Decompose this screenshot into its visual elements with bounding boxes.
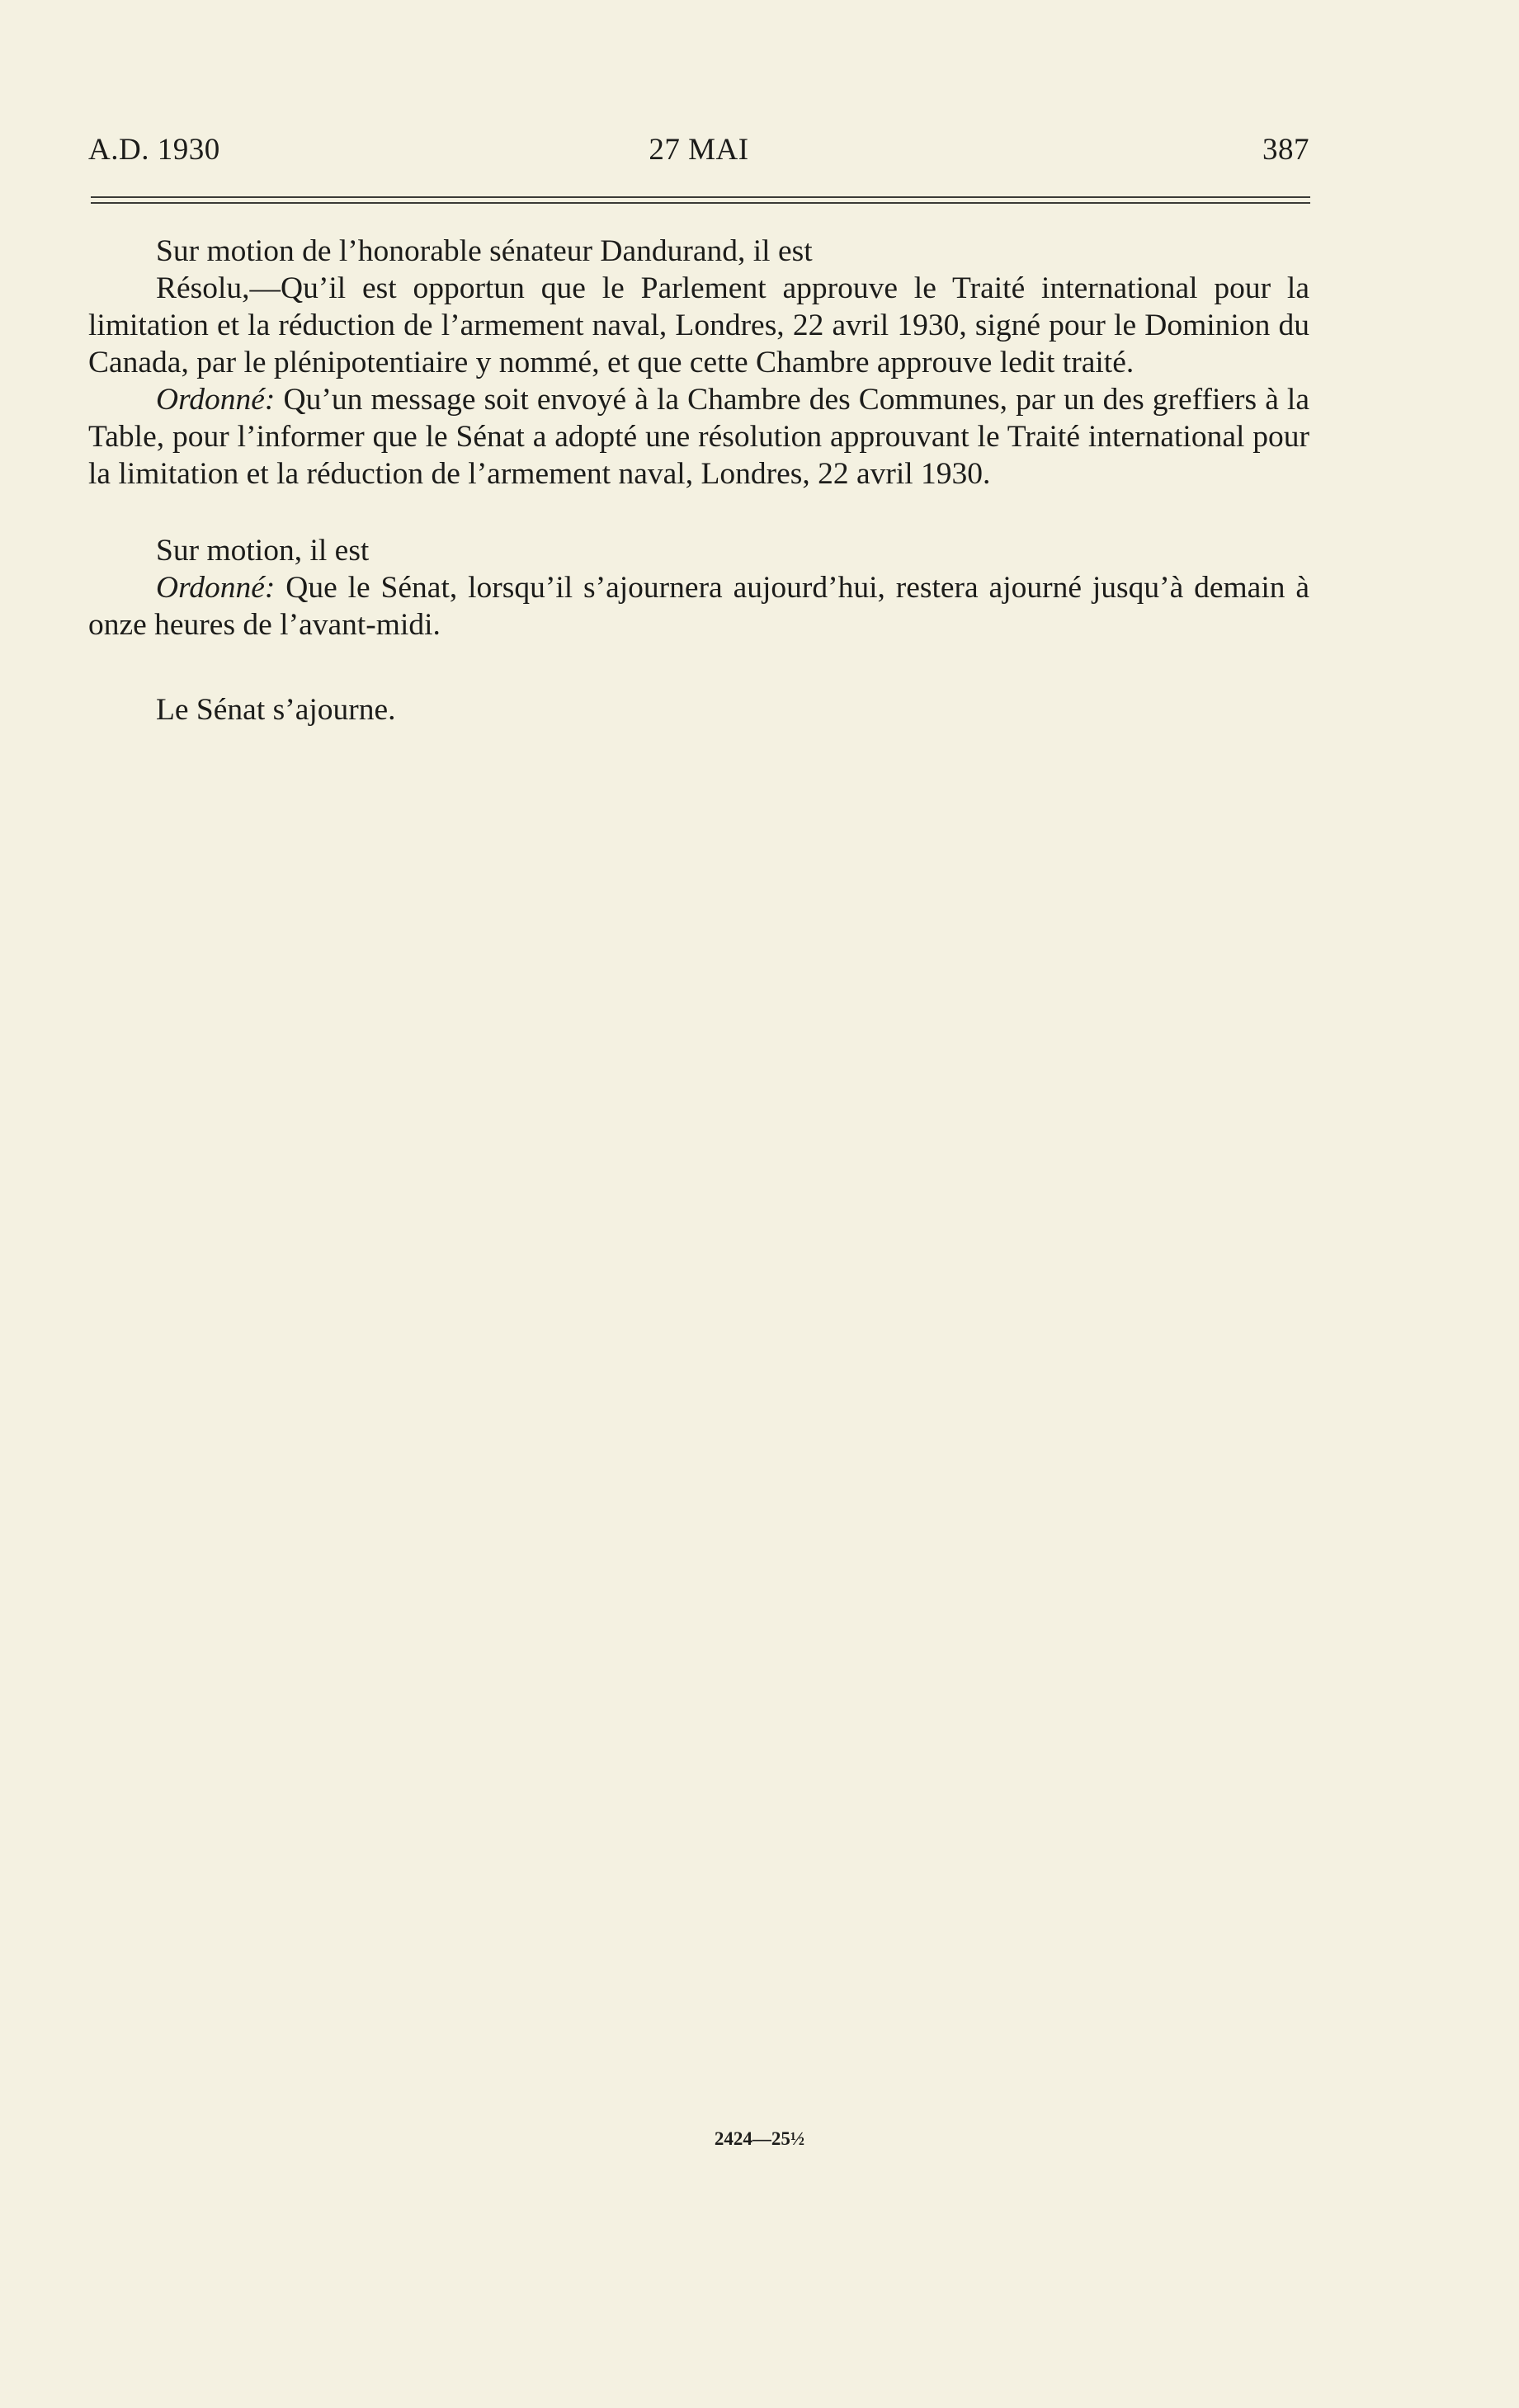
adjournment-paragraph: Le Sénat s’ajourne. xyxy=(156,693,396,727)
spacer xyxy=(88,492,1309,532)
order-paragraph-adjournment xyxy=(88,569,1309,643)
header-year: A.D. 1930 xyxy=(88,133,220,167)
header-date: 27 MAI xyxy=(649,133,749,167)
header-rule-top xyxy=(91,196,1310,198)
order-paragraph-message xyxy=(88,381,1309,492)
printer-signature: 2424—25½ xyxy=(714,2128,805,2149)
running-header xyxy=(88,132,1309,173)
order-text: Qu’un message soit envoyé à la Chambre des Communes, par un des greffiers à la Table, pour l’informer que le Sénat a adopté une résolution approuvant le Traité international pour la limitation et la réduction de l’armement naval, Londres, 22 avril 1930. xyxy=(88,383,1309,491)
spacer xyxy=(88,643,1309,691)
motion-paragraph: Sur motion, il est xyxy=(156,534,370,568)
order-label: Ordonné: xyxy=(156,571,276,605)
resolution-paragraph: Résolu,—Qu’il est opportun que le Parlement approuve le Traité international pour la limitation et la réduction de l’armement naval, Londres, 22 avril 1930, signé pour le Dominion du Canada, par le plénipotentiaire y nommé, et que cette Chambre approuve ledit traité. xyxy=(88,271,1309,379)
order-label: Ordonné: xyxy=(156,383,276,417)
page-body xyxy=(88,233,1309,728)
header-rule-bottom xyxy=(91,202,1310,204)
page-number: 387 xyxy=(1262,133,1309,167)
motion-intro-paragraph: Sur motion de l’honorable sénateur Dandurand, il est xyxy=(156,234,813,268)
order-text: Que le Sénat, lorsqu’il s’ajournera aujourd’hui, restera ajourné jusqu’à demain à onze heures de l’avant-midi. xyxy=(88,571,1309,642)
